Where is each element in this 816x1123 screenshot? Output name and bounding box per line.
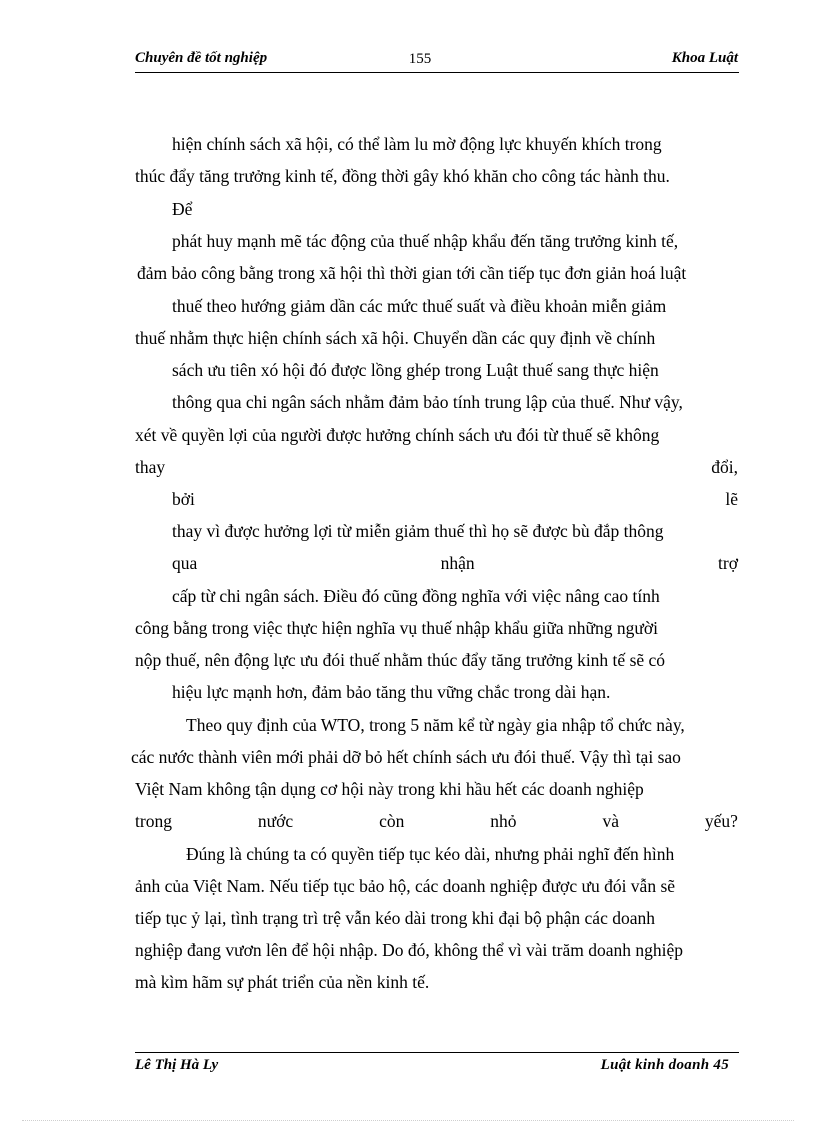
footer-rule	[135, 1052, 739, 1053]
page-number: 155	[408, 51, 432, 67]
text-line-justified	[135, 456, 738, 478]
text-line: cấp từ chi ngân sách. Điều đó cũng đồng nghĩa với việc nâng cao tính	[172, 586, 660, 606]
word: nhỏ	[490, 811, 517, 831]
footer-author: Lê Thị Hà Ly	[135, 1057, 219, 1073]
text-line-justified	[172, 488, 738, 510]
text-line: thuế nhằm thực hiện chính sách xã hội. Chuyển dần các quy định về chính	[135, 328, 656, 348]
text-line: hiệu lực mạnh hơn, đảm bảo tăng thu vững chắc trong dài hạn.	[172, 682, 611, 702]
page-header	[135, 48, 738, 72]
text-line: Đúng là chúng ta có quyền tiếp tục kéo dài, nhưng phải nghĩ đến hình	[186, 844, 675, 864]
word: nước	[257, 811, 294, 831]
text-line-justified	[135, 810, 738, 832]
text-line: nghiệp đang vươn lên để hội nhập. Do đó, không thể vì vài trăm doanh nghiệp	[135, 940, 684, 960]
word: qua	[172, 553, 198, 573]
text-line: thúc đẩy tăng trưởng kinh tế, đồng thời gây khó khăn cho công tác hành thu.	[135, 166, 670, 186]
word: trong	[135, 811, 172, 831]
page-edge-dotted-line	[22, 1120, 794, 1121]
text-line: Theo quy định của WTO, trong 5 năm kể từ ngày gia nhập tổ chức này,	[186, 715, 685, 735]
word: còn	[379, 811, 405, 831]
word: bởi	[172, 489, 195, 509]
word: yếu?	[704, 811, 738, 831]
text-line: công bằng trong việc thực hiện nghĩa vụ thuế nhập khẩu giữa những người	[135, 618, 658, 638]
word: thay	[135, 457, 166, 477]
text-line: mà kìm hãm sự phát triển của nền kinh tế.	[135, 972, 430, 992]
text-line: đảm bảo công bằng trong xã hội thì thời gian tới cần tiếp tục đơn giản hoá luật	[137, 263, 687, 283]
text-line: Để	[172, 199, 193, 219]
text-line: hiện chính sách xã hội, có thể làm lu mờ động lực khuyến khích trong	[172, 134, 662, 154]
header-rule	[135, 72, 739, 73]
text-line: thông qua chi ngân sách nhằm đảm bảo tính trung lập của thuế. Như vậy,	[172, 392, 683, 412]
text-line: phát huy mạnh mẽ tác động của thuế nhập khẩu đến tăng trưởng kinh tế,	[172, 231, 679, 251]
text-line: thuế theo hướng giảm dần các mức thuế suất và điều khoản miễn giảm	[172, 296, 667, 316]
word: lẽ	[725, 489, 738, 509]
text-line: các nước thành viên mới phải dỡ bỏ hết chính sách ưu đói thuế. Vậy thì tại sao	[131, 747, 681, 767]
text-line: ảnh của Việt Nam. Nếu tiếp tục bảo hộ, các doanh nghiệp được ưu đói vẫn sẽ	[135, 876, 676, 896]
word: và	[602, 811, 619, 831]
text-line: sách ưu tiên xó hội đó được lồng ghép trong Luật thuế sang thực hiện	[172, 360, 659, 380]
word: đổi,	[711, 457, 738, 477]
text-line-justified	[172, 552, 738, 574]
text-line: Việt Nam không tận dụng cơ hội này trong khi hầu hết các doanh nghiệp	[135, 779, 644, 799]
text-line: xét về quyền lợi của người được hưởng chính sách ưu đói từ thuế sẽ không	[135, 425, 660, 445]
text-line: tiếp tục ỷ lại, tình trạng trì trệ vẫn kéo dài trong khi đại bộ phận các doanh	[135, 908, 655, 928]
word: nhận	[440, 553, 475, 573]
text-line: thay vì được hưởng lợi từ miễn giảm thuế thì họ sẽ được bù đắp thông	[172, 521, 664, 541]
word: trợ	[718, 553, 738, 573]
footer-class: Luật kinh doanh 45	[600, 1057, 729, 1073]
header-faculty: Khoa Luật	[671, 50, 738, 66]
header-title: Chuyên đề tốt nghiệp	[135, 50, 268, 66]
text-line: nộp thuế, nên động lực ưu đói thuế nhằm thúc đẩy tăng trưởng kinh tế sẽ có	[135, 650, 666, 670]
page-footer	[135, 1055, 739, 1077]
